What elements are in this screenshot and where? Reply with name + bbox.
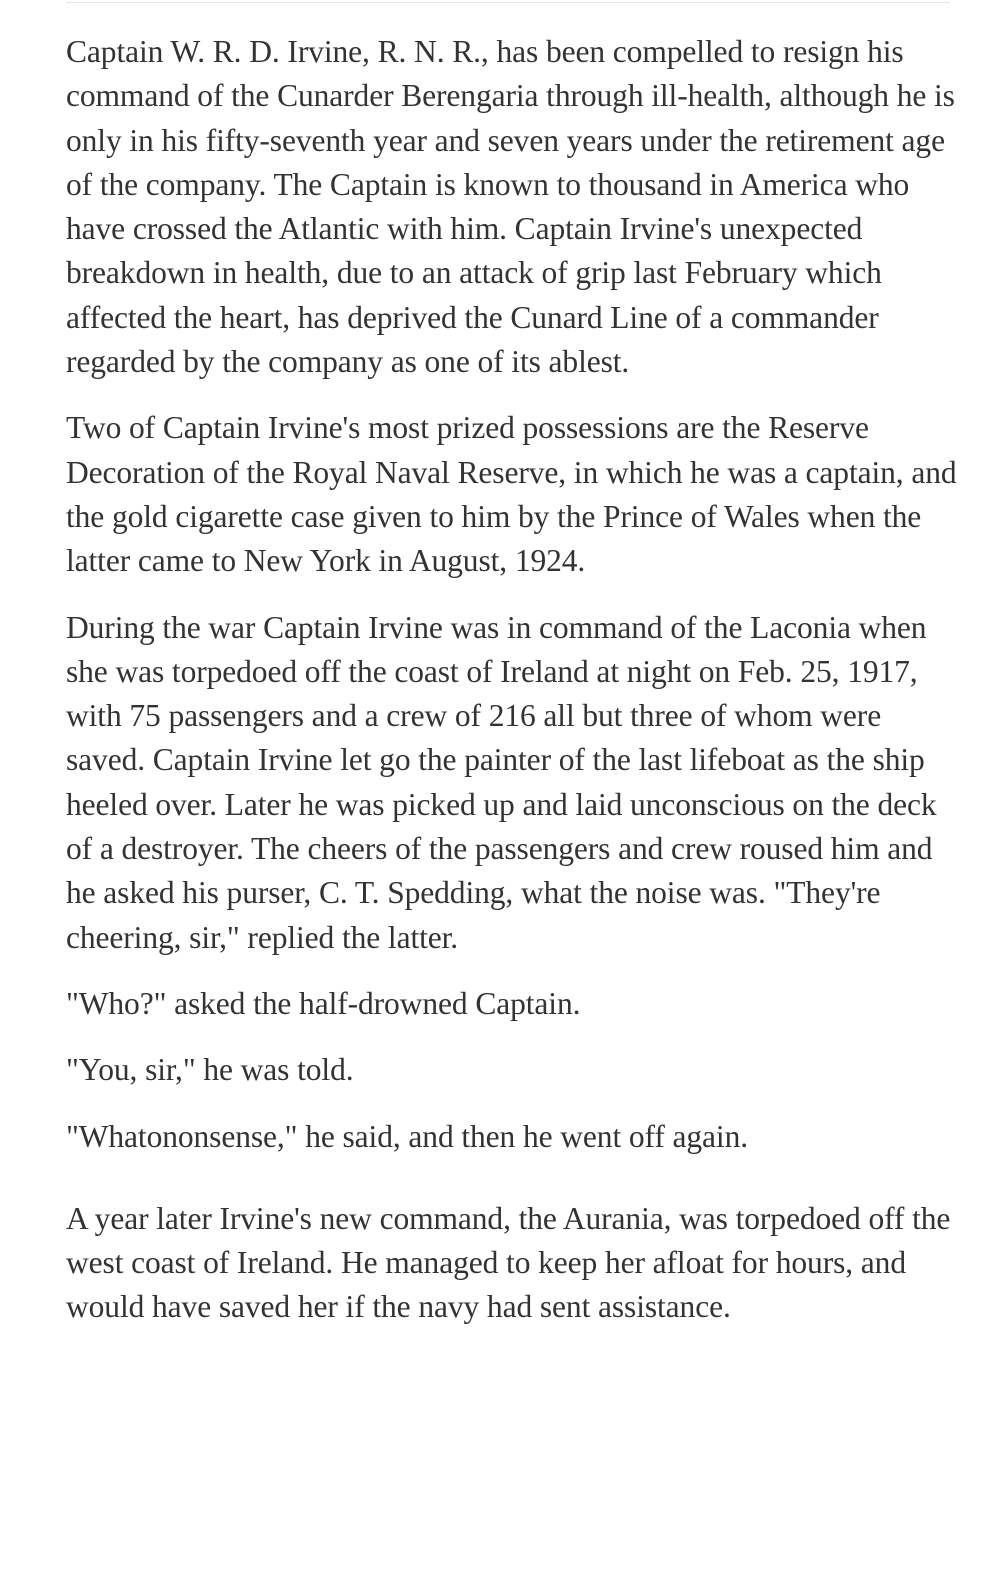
paragraph-aurania: A year later Irvine's new command, the Aurania, was torpedoed off the west coast of Ireland. He managed to keep her afloat for hours, and would have saved her if the navy had sent assistance. [66, 1200, 951, 1325]
paragraph-quote-you-sir: "You, sir," he was told. [66, 1052, 354, 1088]
paragraph-resignation: Captain W. R. D. Irvine, R. N. R., has been compelled to resign his command of the Cunarder Berengaria through ill-health, although he is only in his fifty-seventh year and seven years under the retirement age of the company. The Captain is known to thousand in America who have crossed the Atlantic with him. Captain Irvine's unexpected breakdown in health, due to an attack of grip last February which affected the heart, has deprived the Cunard Line of a commander regarded by the company as one of its ablest. [66, 34, 955, 380]
paragraph-quote-nonsense: "Whatononsense," he said, and then he went off again. [66, 1118, 749, 1154]
article-body [66, 30, 966, 1352]
paragraph-possessions: Two of Captain Irvine's most prized possessions are the Reserve Decoration of the Royal Naval Reserve, in which he was a captain, and the gold cigarette case given to him by the Prince of Wales when the latter came to New York in August, 1924. [66, 410, 957, 579]
paragraph-quote-who: "Who?" asked the half-drowned Captain. [66, 985, 581, 1021]
top-divider [66, 2, 950, 3]
paragraph-laconia: During the war Captain Irvine was in command of the Laconia when she was torpedoed off the coast of Ireland at night on Feb. 25, 1917, with 75 passengers and a crew of 216 all but three of whom were saved. Captain Irvine let go the painter of the last lifeboat as the ship heeled over. Later he was picked up and laid unconscious on the deck of a destroyer. The cheers of the passengers and crew roused him and he asked his purser, C. T. Spedding, what the noise was. "They're cheering, sir," replied the latter. [66, 609, 937, 955]
